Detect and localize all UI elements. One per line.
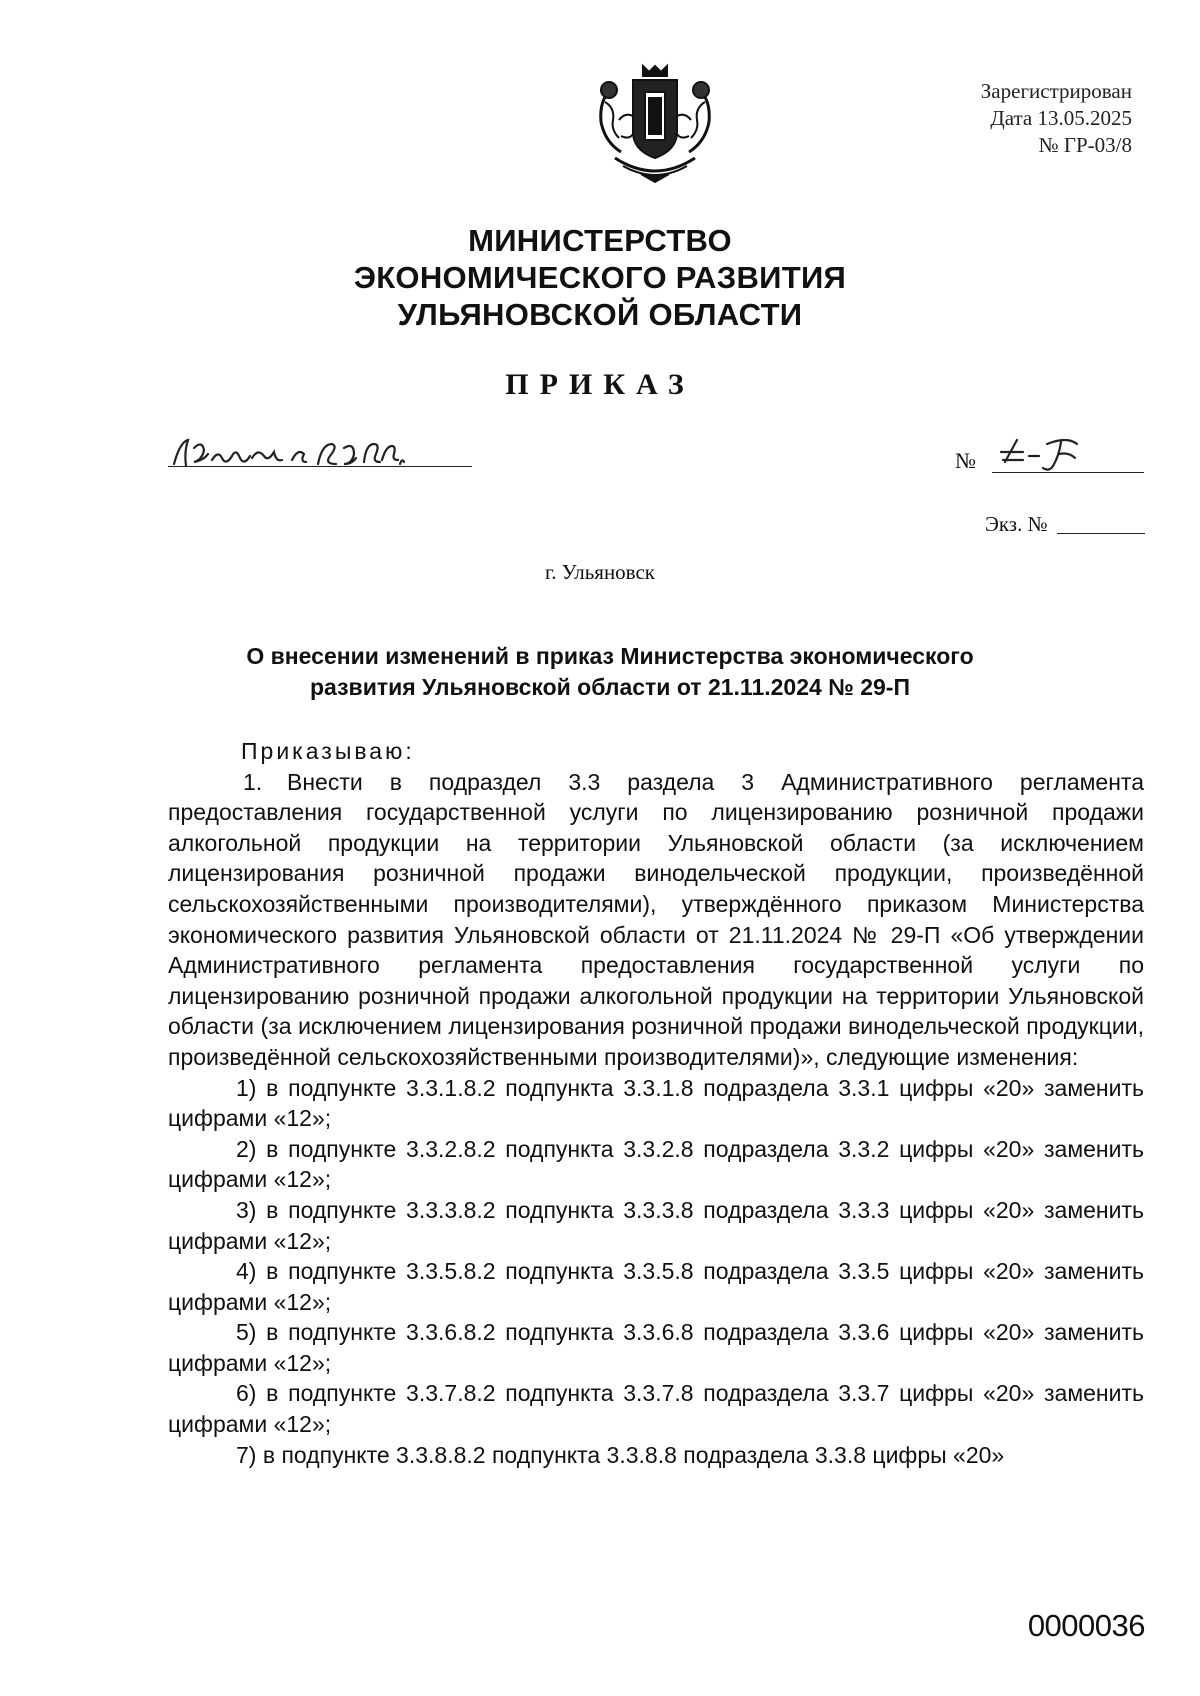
registration-status: Зарегистрирован bbox=[980, 79, 1132, 103]
coat-of-arms-emblem bbox=[585, 58, 725, 186]
order-title: ПРИКАЗ bbox=[505, 368, 695, 401]
ministry-name bbox=[0, 222, 1200, 333]
ministry-line-1: МИНИСТЕРСТВО bbox=[468, 223, 732, 258]
list-item: 4) в подпункте 3.3.5.8.2 подпункта 3.3.5.8 подраздела 3.3.5 цифры «20» заменить цифрами «12»; bbox=[168, 1258, 1144, 1315]
list-item: 5) в подпункте 3.3.6.8.2 подпункта 3.3.6.8 подраздела 3.3.6 цифры «20» заменить цифрами «12»; bbox=[168, 1319, 1144, 1376]
registration-number: № ГР-03/8 bbox=[1038, 133, 1132, 157]
order-subject bbox=[160, 641, 1060, 703]
order-number-underline bbox=[992, 472, 1144, 473]
clause-1-text: Внести в подраздел 3.3 раздела 3 Административного регламента предоставления государственной услуги по лицензированию розничной продажи алкогольной продукции на территории Ульяновской области (за исключением лицензирования розничной продажи винодельческой продукции, произведённой сельскохозяйственными производителями), утверждённого приказом Министерства экономического развития Ульяновской области от 21.11.2024 № 29-П «Об утверждении Административного регламента предоставления государственной услуги по лицензированию розничной продажи алкогольной продукции на территории Ульяновской области (за исключением лицензирования розничной продажи винодельческой продукции, произведённой сельскохозяйственными производителями)», следующие изменения: bbox=[168, 768, 1144, 1070]
order-body bbox=[168, 736, 1144, 1470]
list-item: 7) в подпункте 3.3.8.8.2 подпункта 3.3.8.8 подраздела 3.3.8 цифры «20» bbox=[236, 1441, 1005, 1468]
registration-date: Дата 13.05.2025 bbox=[990, 106, 1132, 130]
list-item: 2) в подпункте 3.3.2.8.2 подпункта 3.3.2.8 подраздела 3.3.2 цифры «20» заменить цифрами «12»; bbox=[168, 1135, 1144, 1193]
page-code: 0000036 bbox=[1027, 1608, 1145, 1643]
handwritten-order-number bbox=[995, 432, 1095, 474]
list-item: 1) в подпункте 3.3.1.8.2 подпункта 3.3.1.8 подраздела 3.3.1 цифры «20» заменить цифрами «12»; bbox=[168, 1074, 1144, 1132]
order-number-label: № bbox=[955, 448, 976, 473]
handwritten-date-signature bbox=[168, 430, 468, 474]
clause-1-number: 1. bbox=[243, 768, 263, 795]
subject-line-2: развития Ульяновской области от 21.11.2024 № 29-П bbox=[310, 674, 910, 700]
city: г. Ульяновск bbox=[544, 560, 655, 584]
copy-number-label: Экз. № bbox=[985, 512, 1048, 536]
copy-number-underline bbox=[1057, 533, 1145, 534]
subject-line-1: О внесении изменений в приказ Министерства экономического bbox=[246, 643, 974, 669]
registration-stamp bbox=[981, 78, 1132, 159]
ministry-line-3: УЛЬЯНОВСКОЙ ОБЛАСТИ bbox=[397, 297, 803, 332]
order-word: Приказываю: bbox=[241, 738, 415, 764]
list-item: 6) в подпункте 3.3.7.8.2 подпункта 3.3.7.8 подраздела 3.3.7 цифры «20» заменить цифрами «12»; bbox=[168, 1380, 1144, 1438]
date-underline bbox=[168, 466, 472, 467]
list-item: 3) в подпункте 3.3.3.8.2 подпункта 3.3.3.8 подраздела 3.3.3 цифры «20» заменить цифрами «12»; bbox=[168, 1196, 1144, 1254]
clause-1 bbox=[168, 767, 1144, 1073]
ministry-line-2: ЭКОНОМИЧЕСКОГО РАЗВИТИЯ bbox=[353, 260, 847, 295]
